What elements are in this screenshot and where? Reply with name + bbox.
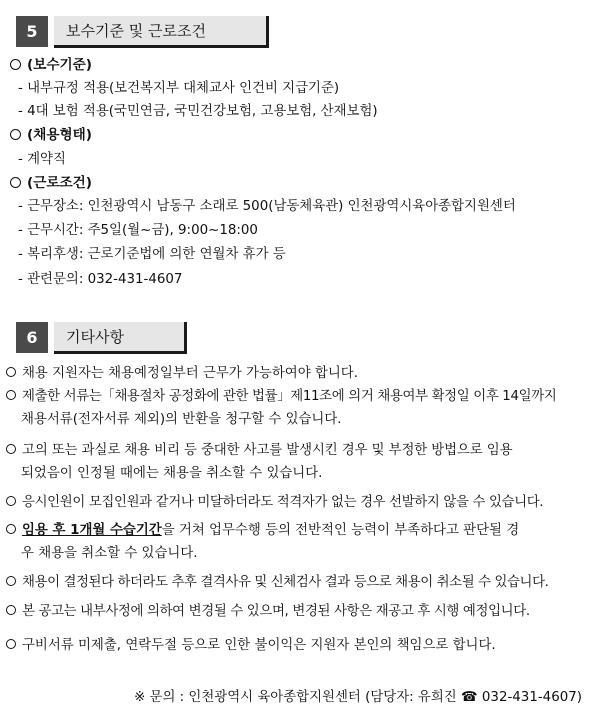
circle-bullet-icon bbox=[6, 576, 16, 586]
work-item: - 복리후생: 근로기준법에 의한 연월차 휴가 등 bbox=[18, 247, 286, 262]
work-heading-row bbox=[10, 175, 92, 192]
circle-bullet-icon bbox=[6, 605, 16, 615]
employment-item: - 계약직 bbox=[18, 152, 66, 167]
circle-bullet-icon bbox=[6, 444, 16, 454]
circle-bullet-icon bbox=[10, 129, 21, 140]
notice-item bbox=[6, 494, 543, 511]
notice-item bbox=[6, 365, 358, 382]
circle-bullet-icon bbox=[6, 367, 16, 377]
notice-text: 구비서류 미제출, 연락두절 등으로 인한 불이익은 지원자 본인의 책임으로 합니다. bbox=[22, 638, 496, 653]
notice-item bbox=[6, 522, 519, 539]
pay-item: - 4대 보험 적용(국민연금, 국민건강보험, 고용보험, 산재보험) bbox=[18, 104, 378, 119]
notice-item bbox=[6, 603, 530, 620]
section5-number: 5 bbox=[16, 16, 48, 47]
notice-text: 응시인원이 모집인원과 같거나 미달하더라도 적격자가 없는 경우 선발하지 않을 수 있습니다. bbox=[22, 495, 544, 510]
section5-title: 보수기준 및 근로조건 bbox=[54, 16, 269, 48]
circle-bullet-icon bbox=[6, 390, 16, 400]
work-item: - 관련문의: 032-431-4607 bbox=[18, 272, 183, 287]
notice-item bbox=[6, 388, 556, 405]
notice-text-continued: 우 채용을 취소할 수 있습니다. bbox=[21, 546, 198, 561]
contact-footer: ※ 문의 : 인천광역시 육아종합지원센터 (담당자: 유희진 ☎ 032-431-4607) bbox=[134, 690, 582, 705]
work-heading: (근로조건) bbox=[27, 175, 92, 191]
work-item: - 근무시간: 주5일(월~금), 9:00~18:00 bbox=[18, 223, 258, 238]
notice-text-continued: 되었음이 인정될 때에는 채용을 취소할 수 있습니다. bbox=[21, 466, 323, 481]
notice-text: 채용이 결정된다 하더라도 추후 결격사유 및 신체검사 결과 등으로 채용이 취소될 수 있습니다. bbox=[22, 575, 549, 590]
pay-heading: (보수기준) bbox=[27, 57, 92, 73]
pay-item: - 내부규정 적용(보건복지부 대체교사 인건비 지급기준) bbox=[18, 81, 340, 96]
employment-heading: (채용형태) bbox=[27, 127, 92, 143]
notice-item bbox=[6, 442, 512, 459]
section6-title: 기타사항 bbox=[54, 322, 187, 354]
circle-bullet-icon bbox=[10, 177, 21, 188]
circle-bullet-icon bbox=[10, 59, 21, 70]
notice-text: 제출한 서류는「채용절차 공정화에 관한 법률」제11조에 의거 채용여부 확정일 이후 14일까지 bbox=[22, 389, 557, 404]
circle-bullet-icon bbox=[6, 496, 16, 506]
notice-item bbox=[6, 574, 548, 591]
notice-text: 본 공고는 내부사정에 의하여 변경될 수 있으며, 변경된 사항은 재공고 후 시행 예정입니다. bbox=[22, 604, 530, 619]
employment-heading-row bbox=[10, 127, 92, 144]
section6-number: 6 bbox=[16, 322, 48, 353]
notice-text-continued: 채용서류(전자서류 제외)의 반환을 청구할 수 있습니다. bbox=[21, 412, 342, 427]
circle-bullet-icon bbox=[6, 639, 16, 649]
circle-bullet-icon bbox=[6, 524, 16, 534]
probation-emphasis: 임용 후 1개월 수습기간 bbox=[22, 523, 162, 538]
notice-text: 채용 지원자는 채용예정일부터 근무가 가능하여야 합니다. bbox=[22, 366, 358, 381]
notice-text: 을 거쳐 업무수행 등의 전반적인 능력이 부족하다고 판단될 경 bbox=[161, 523, 520, 538]
notice-text: 고의 또는 과실로 채용 비리 등 중대한 사고를 발생시킨 경우 및 부정한 방법으로 임용 bbox=[22, 443, 513, 458]
work-item: - 근무장소: 인천광역시 남동구 소래로 500(남동체육관) 인천광역시육아종합지원센터 bbox=[18, 199, 516, 214]
pay-heading-row bbox=[10, 57, 92, 74]
notice-item bbox=[6, 637, 496, 654]
